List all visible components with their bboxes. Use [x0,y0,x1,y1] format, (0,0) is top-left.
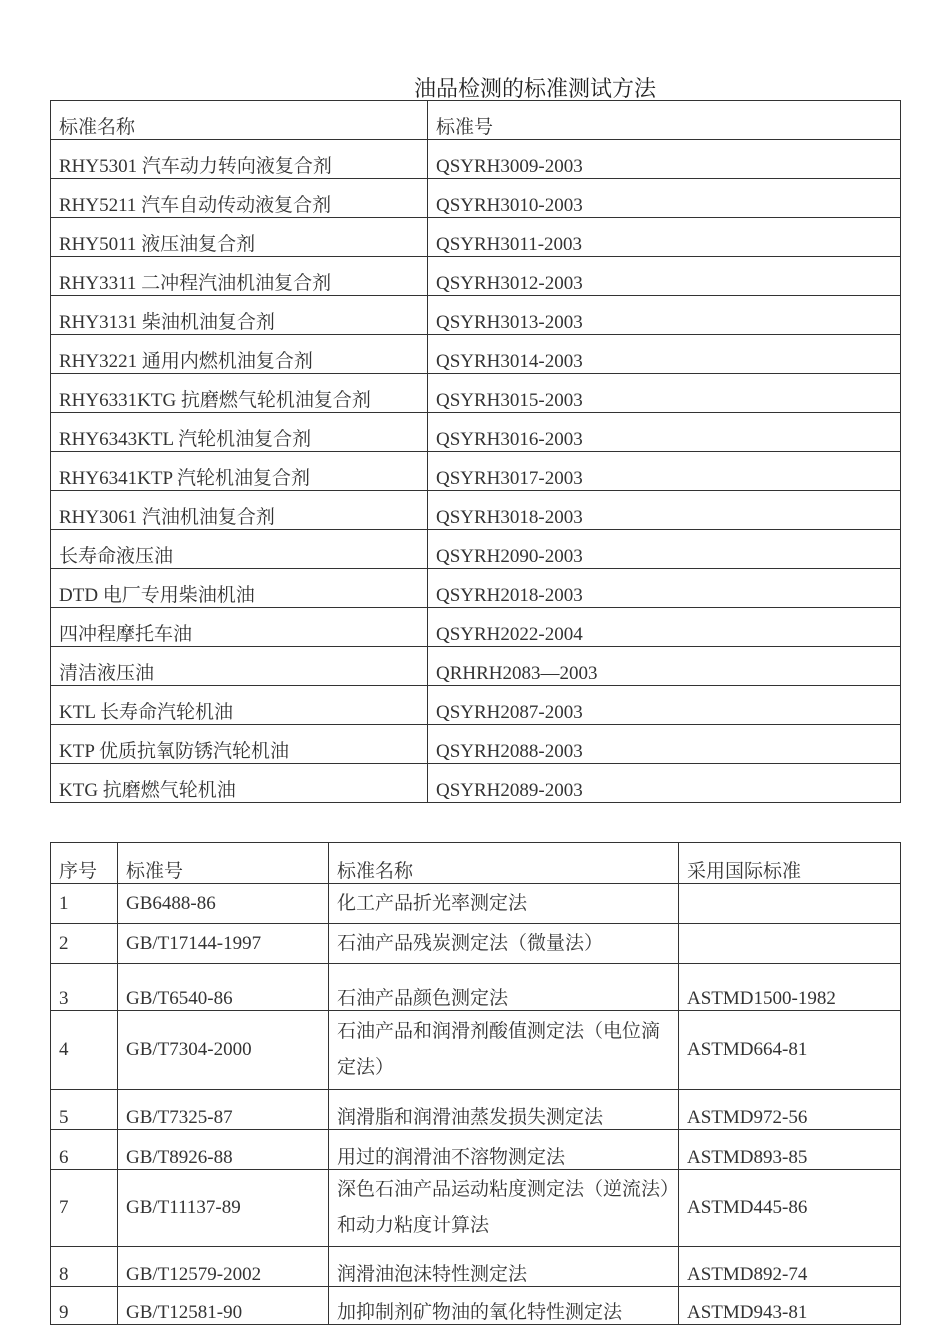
table-row [51,491,901,530]
table-row [51,452,901,491]
cell-standard-name: 石油产品残炭测定法（微量法） [329,924,679,964]
cell-standard-number: QSYRH3016-2003 [428,413,901,452]
cell-standard-number: GB/T17144-1997 [118,924,329,964]
cell-standard-name: RHY3061 汽油机油复合剂 [51,491,428,530]
table-row [51,257,901,296]
cell-standard-number: QSYRH3015-2003 [428,374,901,413]
cell-international-standard: ASTMD664-81 [679,1011,901,1090]
cell-standard-number: QSYRH3014-2003 [428,335,901,374]
cell-standard-name: RHY3131 柴油机油复合剂 [51,296,428,335]
cell-serial-number: 2 [51,924,118,964]
table-row [51,296,901,335]
header-standard-number: 标准号 [118,843,329,884]
cell-standard-number: QSYRH2018-2003 [428,569,901,608]
table-row [51,608,901,647]
cell-standard-name: 深色石油产品运动粘度测定法（逆流法）和动力粘度计算法 [329,1170,679,1247]
cell-serial-number: 7 [51,1170,118,1247]
cell-standard-number: QSYRH3017-2003 [428,452,901,491]
table-row [51,1287,901,1325]
cell-international-standard: ASTMD972-56 [679,1090,901,1130]
cell-standard-number: QRHRH2083—2003 [428,647,901,686]
cell-standard-name: 用过的润滑油不溶物测定法 [329,1130,679,1170]
table-row [51,374,901,413]
cell-standard-number: QSYRH3013-2003 [428,296,901,335]
cell-standard-number: GB6488-86 [118,884,329,924]
header-serial-number: 序号 [51,843,118,884]
cell-standard-name: DTD 电厂专用柴油机油 [51,569,428,608]
cell-standard-name: RHY6331KTG 抗磨燃气轮机油复合剂 [51,374,428,413]
header-standard-number: 标准号 [428,101,901,140]
cell-international-standard [679,924,901,964]
cell-standard-number: QSYRH2090-2003 [428,530,901,569]
table-row [51,179,901,218]
table-row [51,924,901,964]
cell-international-standard [679,884,901,924]
table-row [51,413,901,452]
cell-serial-number: 1 [51,884,118,924]
cell-standard-name: KTP 优质抗氧防锈汽轮机油 [51,725,428,764]
oil-additive-standards-table [50,100,901,803]
cell-standard-number: QSYRH3010-2003 [428,179,901,218]
cell-standard-number: QSYRH3012-2003 [428,257,901,296]
cell-standard-name: RHY5011 液压油复合剂 [51,218,428,257]
table-row [51,725,901,764]
cell-standard-number: QSYRH2087-2003 [428,686,901,725]
cell-standard-number: QSYRH2088-2003 [428,725,901,764]
cell-serial-number: 4 [51,1011,118,1090]
cell-standard-number: GB/T6540-86 [118,964,329,1011]
cell-serial-number: 6 [51,1130,118,1170]
table-row [51,1090,901,1130]
table-row [51,218,901,257]
cell-standard-name: RHY5301 汽车动力转向液复合剂 [51,140,428,179]
cell-standard-number: GB/T11137-89 [118,1170,329,1247]
page-title: 油品检测的标准测试方法 [413,76,656,101]
table-row [51,335,901,374]
header-standard-name: 标准名称 [51,101,428,140]
cell-standard-name: 石油产品和润滑剂酸值测定法（电位滴定法） [329,1011,679,1090]
cell-international-standard: ASTMD893-85 [679,1130,901,1170]
cell-standard-name: 清洁液压油 [51,647,428,686]
cell-standard-name: 石油产品颜色测定法 [329,964,679,1011]
cell-standard-number: QSYRH3018-2003 [428,491,901,530]
table-row [51,964,901,1011]
cell-standard-name: 长寿命液压油 [51,530,428,569]
table-row [51,1011,901,1090]
cell-standard-name: 加抑制剂矿物油的氧化特性测定法 [329,1287,679,1325]
cell-standard-name: RHY3221 通用内燃机油复合剂 [51,335,428,374]
table-row [51,1130,901,1170]
cell-standard-number: GB/T8926-88 [118,1130,329,1170]
table-row [51,530,901,569]
cell-standard-number: GB/T7304-2000 [118,1011,329,1090]
cell-standard-name: 润滑油泡沫特性测定法 [329,1247,679,1287]
cell-standard-number: QSYRH2089-2003 [428,764,901,803]
cell-standard-name: RHY3311 二冲程汽油机油复合剂 [51,257,428,296]
header-standard-name: 标准名称 [329,843,679,884]
table-row [51,647,901,686]
cell-standard-number: QSYRH3011-2003 [428,218,901,257]
cell-standard-name: RHY6343KTL 汽轮机油复合剂 [51,413,428,452]
cell-standard-number: GB/T12581-90 [118,1287,329,1325]
table-row [51,140,901,179]
cell-serial-number: 3 [51,964,118,1011]
cell-international-standard: ASTMD1500-1982 [679,964,901,1011]
table-row [51,686,901,725]
cell-standard-number: QSYRH2022-2004 [428,608,901,647]
cell-serial-number: 5 [51,1090,118,1130]
cell-serial-number: 9 [51,1287,118,1325]
table-header-row [51,843,901,884]
cell-standard-number: GB/T7325-87 [118,1090,329,1130]
cell-standard-name: RHY5211 汽车自动传动液复合剂 [51,179,428,218]
header-international-standard: 采用国际标准 [679,843,901,884]
cell-standard-number: QSYRH3009-2003 [428,140,901,179]
table-row [51,1247,901,1287]
cell-international-standard: ASTMD943-81 [679,1287,901,1325]
cell-standard-name: 化工产品折光率测定法 [329,884,679,924]
cell-standard-name: 四冲程摩托车油 [51,608,428,647]
table-row [51,569,901,608]
table-row [51,764,901,803]
table-row [51,884,901,924]
cell-international-standard: ASTMD445-86 [679,1170,901,1247]
table-row [51,1170,901,1247]
cell-standard-name: RHY6341KTP 汽轮机油复合剂 [51,452,428,491]
cell-standard-name: 润滑脂和润滑油蒸发损失测定法 [329,1090,679,1130]
table-header-row [51,101,901,140]
cell-standard-name: KTG 抗磨燃气轮机油 [51,764,428,803]
cell-standard-number: GB/T12579-2002 [118,1247,329,1287]
cell-serial-number: 8 [51,1247,118,1287]
cell-standard-name: KTL 长寿命汽轮机油 [51,686,428,725]
cell-international-standard: ASTMD892-74 [679,1247,901,1287]
test-method-standards-table [50,842,901,1325]
